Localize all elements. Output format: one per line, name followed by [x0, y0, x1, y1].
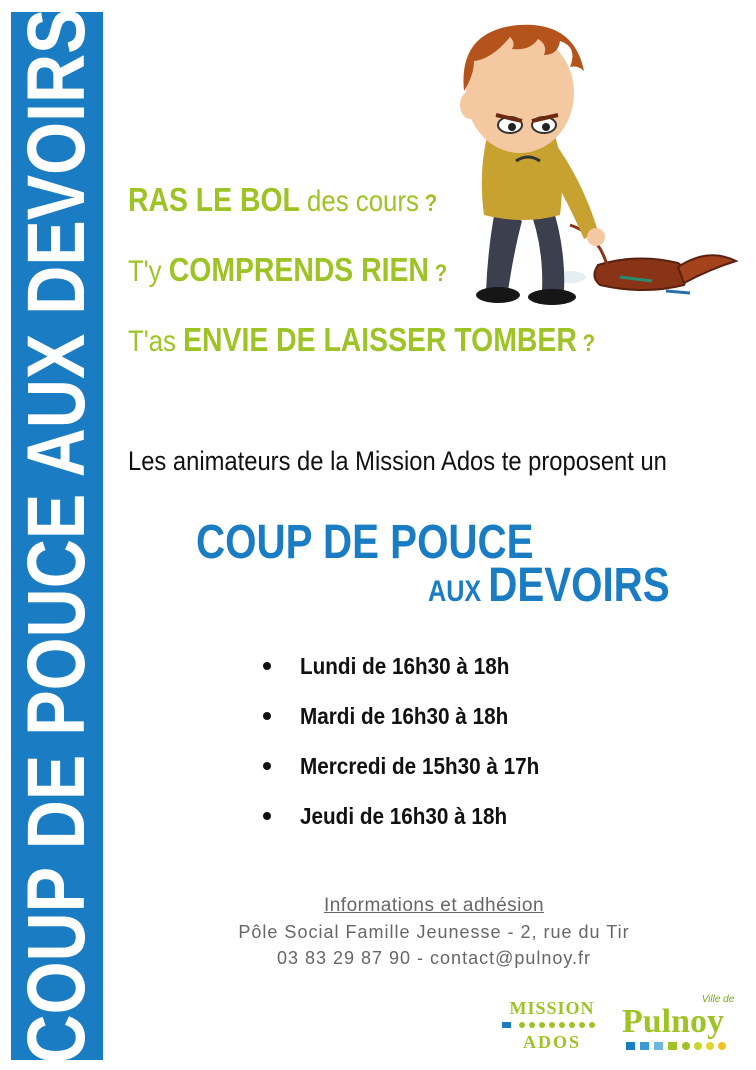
- logo-ados-text: ADOS: [522, 1032, 582, 1052]
- bullet-icon: [263, 812, 271, 820]
- bullet-icon: [263, 762, 271, 770]
- question-pre: T'as: [128, 325, 184, 358]
- info-contact[interactable]: 03 83 29 87 90 - contact@pulnoy.fr: [276, 948, 592, 968]
- question-mark: ?: [576, 330, 596, 357]
- bullet-icon: [263, 662, 271, 670]
- question-pre: T'y: [128, 255, 169, 288]
- schedule-text: Jeudi de 16h30 à 18h: [300, 803, 508, 829]
- title-aux: AUX: [428, 575, 489, 608]
- question-mark: ?: [428, 260, 448, 287]
- info-block: [214, 893, 654, 971]
- bullet-icon: [263, 712, 271, 720]
- info-address: Pôle Social Famille Jeunesse - 2, rue du Tir: [238, 922, 630, 942]
- logo-mission-text: MISSION: [509, 998, 595, 1018]
- side-banner-text: COUP DE POUCE AUX DEVOIRS: [11, 8, 102, 1064]
- question-strong: ENVIE DE LAISSER TOMBER: [183, 321, 577, 358]
- question-strong: RAS LE BOL: [128, 181, 300, 218]
- title-line-2: [428, 559, 670, 612]
- title-devoirs: DEVOIRS: [488, 559, 670, 612]
- side-banner: [11, 8, 103, 1064]
- intro-text: Les animateurs de la Mission Ados te proposent un: [128, 446, 667, 476]
- question-laisser-tomber: [128, 323, 595, 357]
- pulnoy-logo: [618, 990, 742, 1056]
- sad-boy-illustration: [420, 15, 750, 315]
- title-line-1: COUP DE POUCE: [196, 516, 534, 569]
- schedule-text: Lundi de 16h30 à 18h: [300, 653, 510, 679]
- logo-pulnoy-text: Pulnoy: [622, 1003, 725, 1040]
- question-ras-le-bol: [128, 183, 437, 217]
- question-strong: COMPRENDS RIEN: [168, 251, 429, 288]
- schedule-text: Mardi de 16h30 à 18h: [300, 703, 509, 729]
- question-rest: des cours: [299, 185, 419, 218]
- logo-ville-de: Ville de: [701, 994, 735, 1005]
- question-comprends-rien: [128, 253, 447, 287]
- schedule-text: Mercredi de 15h30 à 17h: [300, 753, 540, 779]
- mission-ados-logo: [498, 996, 606, 1056]
- question-mark: ?: [418, 190, 438, 217]
- info-title: Informations et adhésion: [323, 895, 545, 916]
